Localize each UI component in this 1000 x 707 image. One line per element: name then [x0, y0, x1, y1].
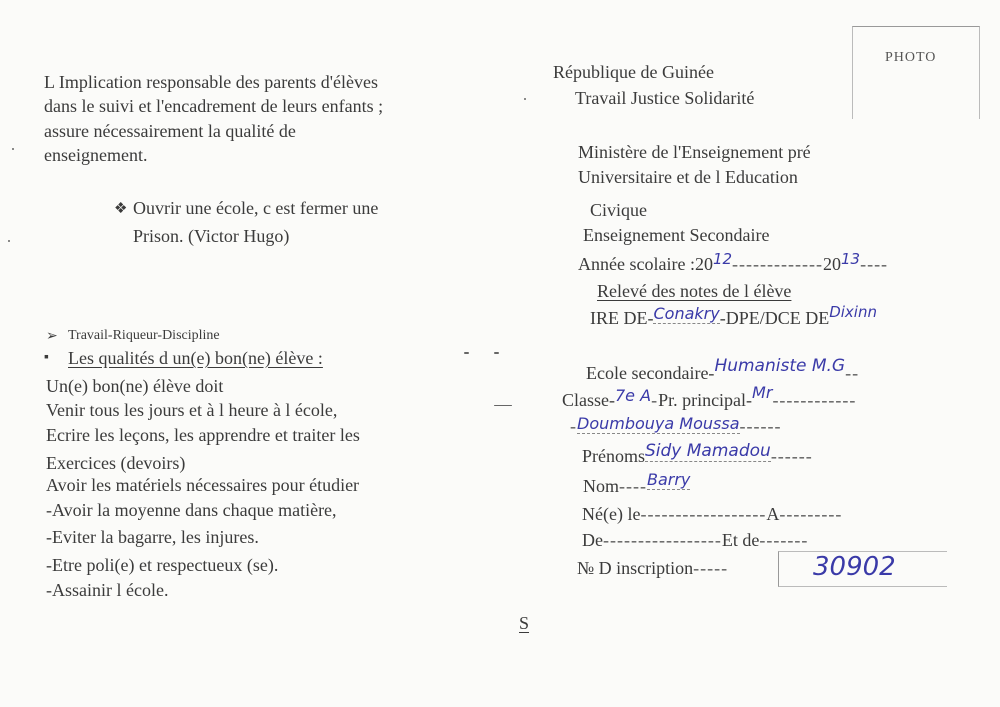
quote-bullet-icon: ❖	[114, 201, 128, 217]
qualities-title: Les qualités d un(e) bon(ne) élève :	[68, 348, 323, 368]
ministry-line-1: Ministère de l'Enseignement pré	[578, 142, 811, 162]
registration-value: 30902	[813, 552, 896, 582]
registration-label: № D inscription	[577, 558, 694, 578]
school-year-start-prefix: 20	[694, 254, 713, 274]
parent-and-label: Et de	[721, 530, 760, 550]
republic-title: République de Guinée	[553, 62, 714, 82]
firstnames-row	[582, 441, 813, 469]
class-label: Classe-	[562, 390, 615, 410]
principal-name-lead: -	[570, 416, 577, 436]
firstnames-dashes: ------	[770, 446, 813, 466]
ministry-line-3: Civique	[590, 200, 647, 220]
intro-line-3: assure nécessairement la qualité de	[44, 121, 296, 141]
name-dashes: ----	[619, 476, 647, 496]
photo-box	[852, 26, 980, 119]
born-at-label: A	[766, 504, 780, 524]
school-row	[586, 356, 860, 386]
parent-dashes: -----------------	[603, 530, 722, 550]
name-value: Barry	[646, 470, 691, 489]
quality-line-9: -Assainir l école.	[46, 580, 169, 600]
ire-label: IRE DE-	[590, 308, 654, 328]
report-title: Relevé des notes de l élève	[597, 281, 792, 301]
scan-mark	[494, 405, 512, 406]
intro-line-4: enseignement.	[44, 145, 148, 165]
parents-row	[582, 528, 808, 552]
born-label: Né(e) le	[582, 504, 641, 524]
scan-mark	[494, 352, 499, 354]
principal-name-row	[570, 414, 781, 439]
firstnames-value: Sidy Mamadou	[645, 441, 771, 461]
parent-label: De	[582, 530, 603, 550]
arrow-bullet-icon: ➢	[46, 329, 58, 344]
quality-line-3: Ecrire les leçons, les apprendre et traiter les	[46, 425, 360, 445]
school-value: Humaniste M.G	[714, 356, 846, 376]
school-year-end-prefix: 20	[822, 254, 841, 274]
class-value: 7e A	[615, 386, 652, 405]
ire-value: Conakry	[653, 304, 720, 323]
quality-line-7: -Eviter la bagarre, les injures.	[46, 527, 259, 547]
dpe-value: Dixinn	[829, 303, 877, 321]
registration-row	[577, 556, 728, 580]
principal-label: Pr. principal-	[658, 390, 753, 410]
ministry-line-2: Universitaire et de l Education	[578, 167, 798, 187]
school-year-start-value: 12	[712, 250, 733, 268]
quality-line-4: Exercices (devoirs)	[46, 453, 186, 473]
school-year-dashes-end: ----	[860, 254, 889, 274]
quality-line-6: -Avoir la moyenne dans chaque matière,	[46, 500, 337, 520]
ministry-line-4: Enseignement Secondaire	[583, 225, 770, 245]
quality-line-1: Un(e) bon(ne) élève doit	[46, 376, 224, 396]
principal-dashes: ------------	[772, 390, 857, 410]
principal-name: Doumbouya Moussa	[577, 414, 740, 433]
quality-line-2: Venir tous les jours et à l heure à l école,	[46, 400, 338, 420]
footer-letter: S	[519, 613, 530, 633]
principal-value: Mr	[752, 383, 773, 402]
intro-line-2: dans le suivi et l'encadrement de leurs enfants ;	[44, 96, 384, 116]
born-at-dashes: ---------	[779, 504, 843, 524]
scan-mark	[12, 148, 14, 150]
scan-mark	[8, 240, 10, 242]
dpe-label: -DPE/DCE DE	[719, 308, 830, 328]
school-year-dashes: -------------	[732, 254, 823, 274]
quality-line-5: Avoir les matériels nécessaires pour étudier	[46, 475, 360, 495]
school-year-label: Année scolaire :	[578, 254, 695, 274]
photo-label: PHOTO	[885, 50, 937, 65]
born-dashes: ------------------	[640, 504, 767, 524]
intro-line-1: L Implication responsable des parents d'élèves	[44, 72, 378, 92]
quote-line-1: Ouvrir une école, c est fermer une	[133, 198, 379, 218]
firstnames-label: Prénoms	[582, 446, 645, 466]
name-row	[583, 470, 691, 499]
school-year-row	[578, 252, 888, 277]
school-dashes: --	[845, 363, 860, 383]
principal-name-dashes: ------	[739, 416, 782, 436]
square-bullet-icon: ▪	[44, 350, 49, 365]
quality-line-8: -Etre poli(e) et respectueux (se).	[46, 555, 279, 575]
motto-left: Travail-Riqueur-Discipline	[68, 328, 220, 343]
school-label: Ecole secondaire-	[586, 363, 715, 383]
republic-motto: Travail Justice Solidarité	[575, 88, 755, 108]
scan-mark	[524, 98, 526, 100]
school-year-end-value: 13	[840, 250, 861, 268]
class-dash: -	[651, 390, 659, 410]
class-row	[562, 383, 857, 413]
quote-line-2: Prison. (Victor Hugo)	[133, 226, 290, 246]
parent-and-dashes: -------	[759, 530, 809, 550]
name-label: Nom	[583, 476, 619, 496]
born-row	[582, 502, 842, 526]
scan-mark	[464, 352, 469, 354]
ire-row	[590, 303, 877, 331]
registration-dashes: -----	[693, 558, 729, 578]
